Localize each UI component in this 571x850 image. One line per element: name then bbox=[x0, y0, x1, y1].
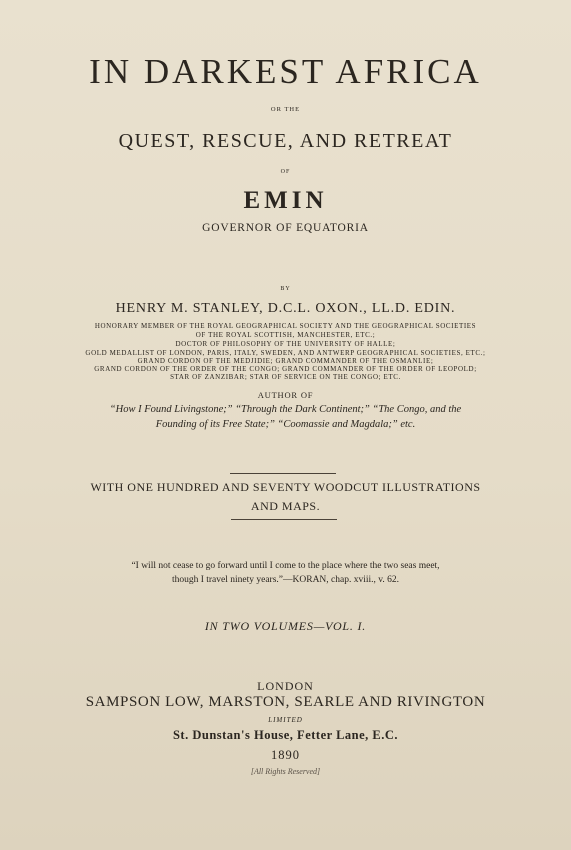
of-connector: OF bbox=[280, 169, 291, 175]
author-honour-line: GOLD MEDALLIST OF LONDON, PARIS, ITALY, SWEDEN, AND ANTWERP GEOGRAPHICAL SOCIETIES, ETC.; bbox=[85, 349, 486, 357]
epigraph-line: “I will not cease to go forward until I come to the place where the two seas meet, bbox=[131, 561, 440, 571]
author-honour-line: OF THE ROYAL SCOTTISH, MANCHESTER, ETC.; bbox=[195, 331, 376, 339]
author-honour-line: GRAND CORDON OF THE MEDJIDIE; GRAND COMMANDER OF THE OSMANLIE; bbox=[137, 357, 434, 365]
book-title: IN DARKEST AFRICA bbox=[89, 52, 482, 91]
book-subtitle: QUEST, RESCUE, AND RETREAT bbox=[118, 130, 453, 152]
divider-rule bbox=[231, 519, 337, 520]
author-name: HENRY M. STANLEY, D.C.L. OXON., LL.D. EDIN. bbox=[115, 301, 456, 316]
author-honour-line: STAR OF ZANZIBAR; STAR OF SERVICE ON THE CONGO; ETC. bbox=[170, 373, 401, 381]
illustrations-note: AND MAPS. bbox=[250, 499, 321, 513]
imprint-limited: LIMITED bbox=[268, 716, 303, 724]
imprint-year: 1890 bbox=[271, 748, 300, 762]
by-connector: BY bbox=[280, 286, 291, 292]
author-honour-line: HONORARY MEMBER OF THE ROYAL GEOGRAPHICAL SOCIETY AND THE GEOGRAPHICAL SOCIETIES bbox=[94, 322, 477, 330]
imprint-publisher: SAMPSON LOW, MARSTON, SEARLE AND RIVINGTON bbox=[85, 694, 486, 710]
divider-rule bbox=[230, 473, 336, 474]
or-the-connector: OR THE bbox=[270, 106, 301, 113]
subject-role: GOVERNOR OF EQUATORIA bbox=[202, 222, 369, 234]
subject-name: EMIN bbox=[243, 187, 328, 214]
volume-note: IN TWO VOLUMES—VOL. I. bbox=[204, 619, 367, 633]
author-honour-line: DOCTOR OF PHILOSOPHY OF THE UNIVERSITY OF HALLE; bbox=[175, 340, 396, 348]
previous-works-line: “How I Found Livingstone;” “Through the Dark Continent;” “The Congo, and the bbox=[109, 404, 462, 415]
imprint-city: LONDON bbox=[257, 679, 314, 693]
imprint-address: St. Dunstan's House, Fetter Lane, E.C. bbox=[172, 728, 399, 742]
author-of-label: AUTHOR OF bbox=[257, 390, 314, 400]
epigraph-line: though I travel ninety years.”—KORAN, chap. xviii., v. 62. bbox=[171, 575, 400, 585]
author-honour-line: GRAND CORDON OF THE ORDER OF THE CONGO; GRAND COMMANDER OF THE ORDER OF LEOPOLD; bbox=[94, 365, 477, 373]
previous-works-line: Founding of its Free State;” “Coomassie and Magdala;” etc. bbox=[155, 419, 416, 430]
illustrations-note: WITH ONE HUNDRED AND SEVENTY WOODCUT ILLUSTRATIONS bbox=[90, 480, 481, 494]
rights-reserved-note: [All Rights Reserved] bbox=[250, 767, 321, 776]
